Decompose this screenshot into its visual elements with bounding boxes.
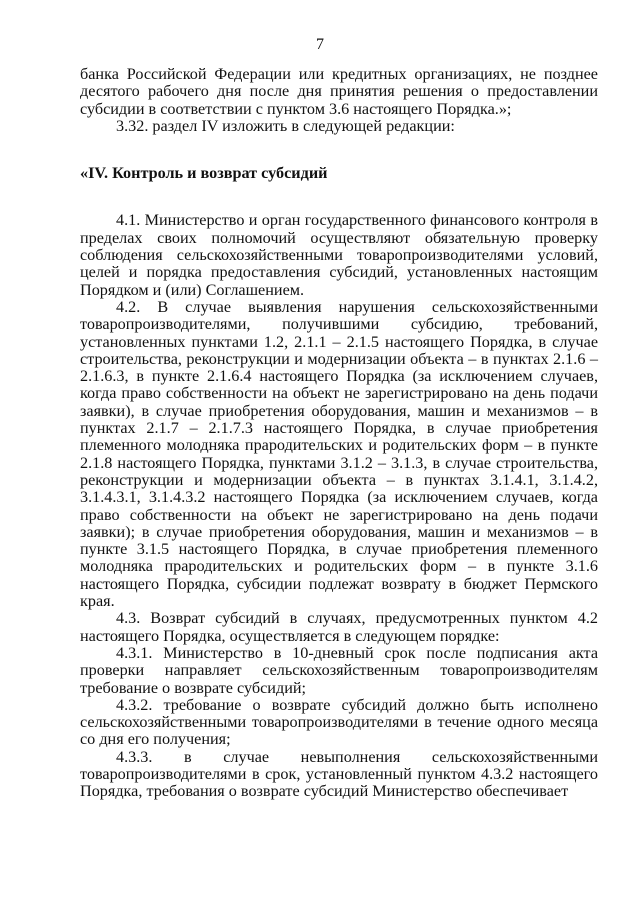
page-number: 7 xyxy=(316,36,324,53)
section-title: «IV. Контроль и возврат субсидий xyxy=(80,164,328,183)
paragraph-4-3-2: 4.3.2. требование о возврате субсидий должно быть исполнено сельскохозяйственными товаропроизводителями в течение одного месяца со дня его получения; xyxy=(80,695,598,749)
document-body xyxy=(80,66,598,801)
paragraph-4-1: 4.1. Министерство и орган государственного финансового контроля в пределах своих полномочий осуществляют обязательную проверку соблюдения сельскохозяйственными товаропроизводителями условий, целей и порядка предоставления субсидий, установленных настоящим Порядком и (или) Соглашением. xyxy=(80,211,598,299)
paragraph-4-3-1: 4.3.1. Министерство в 10-дневный срок после подписания акта проверки направляет сельскохозяйственным товаропроизводителям требование о возврате субсидий; xyxy=(80,643,598,697)
paragraph-4-3: 4.3. Возврат субсидий в случаях, предусмотренных пунктом 4.2 настоящего Порядка, осуществляется в следующем порядке: xyxy=(80,609,598,645)
paragraph-continuation: банка Российской Федерации или кредитных организациях, не позднее десятого рабочего дня после дня принятия решения о предоставлении субсидии в соответствии с пунктом 3.6 настоящего Порядка.»; xyxy=(80,65,598,118)
paragraph-4-3-3: 4.3.3. в случае невыполнения сельскохозяйственными товаропроизводителями в срок, установленный пунктом 4.3.2 настоящего Порядка, требования о возврате субсидий Министерство обеспечивает xyxy=(80,747,598,801)
paragraph-amendment: 3.32. раздел IV изложить в следующей редакции: xyxy=(116,116,455,135)
paragraph-4-2: 4.2. В случае выявления нарушения сельскохозяйственными товаропроизводителями, получившими субсидию, требований, установленных пунктами 1.2, 2.1.1 – 2.1.5 настоящего Порядка, в случае строительства, реконструкции и модернизации объекта – в пунктах 2.1.6 – 2.1.6.3, в пункте 2.1.6.4 настоящего Порядка (за исключением случаев, когда право собственности на объект не зарегистрировано на день подачи заявки), в случае приобретения оборудования, машин и механизмов – в пунктах 2.1.7 – 2.1.7.3 настоящего Порядка, в случае приобретения племенного молодняка прародительских и родительских форм – в пункте 2.1.8 настоящего Порядка, пунктами 3.1.2 – 3.1.3, в случае строительства, реконструкции и модернизации объекта – в пунктах 3.1.4.1, 3.1.4.2, 3.1.4.3.1, 3.1.4.3.2 настоящего Порядка (за исключением случаев, когда право собственности на объект не зарегистрировано на день подачи заявки); в случае приобретения оборудования, машин и механизмов – в пункте 3.1.5 настоящего Порядка, в случае приобретения племенного молодняка прародительских и родительских форм – в пункте 3.1.6 настоящего Порядка, субсидии подлежат возврату в бюджет Пермского края. xyxy=(80,297,598,611)
